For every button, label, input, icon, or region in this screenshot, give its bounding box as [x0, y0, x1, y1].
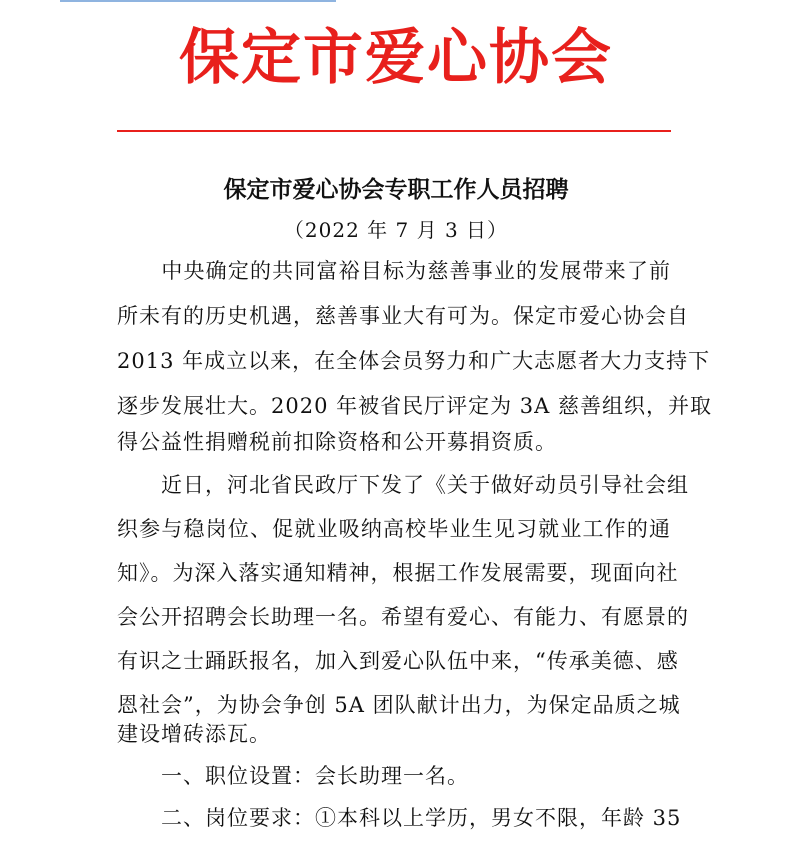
body-line: 有识之士踊跃报名，加入到爱心队伍中来，“传承美德、感 — [117, 649, 679, 673]
body-line: 得公益性捐赠税前扣除资格和公开募捐资质。 — [117, 430, 557, 454]
body-line: 织参与稳岗位、促就业吸纳高校毕业生见习就业工作的通 — [117, 517, 671, 541]
body-line: 一、职位设置：会长助理一名。 — [117, 764, 469, 788]
body-line: 二、岗位要求：①本科以上学历，男女不限，年龄 35 — [117, 806, 682, 830]
letterhead-red-rule — [117, 130, 671, 132]
body-line: 建设增砖添瓦。 — [117, 722, 271, 746]
body-line: 会公开招聘会长助理一名。希望有爱心、有能力、有愿景的 — [117, 605, 689, 629]
body-line: 所未有的历史机遇，慈善事业大有可为。保定市爱心协会自 — [117, 304, 689, 328]
body-line: 知》。为深入落实通知精神，根据工作发展需要，现面向社 — [117, 561, 679, 585]
body-line: 2013 年成立以来，在全体会员努力和广大志愿者大力支持下 — [117, 349, 711, 373]
body-line: 恩社会”，为协会争创 5A 团队献计出力，为保定品质之城 — [117, 693, 681, 717]
document-date: （2022 年 7 月 3 日） — [283, 218, 509, 242]
body-line: 近日，河北省民政厅下发了《关于做好动员引导社会组 — [117, 473, 689, 497]
org-letterhead-title: 保定市爱心协会 — [179, 23, 613, 93]
body-line: 中央确定的共同富裕目标为慈善事业的发展带来了前 — [117, 259, 671, 283]
top-edge-line — [60, 0, 336, 2]
document-title: 保定市爱心协会专职工作人员招聘 — [223, 176, 569, 203]
body-line: 逐步发展壮大。2020 年被省民厅评定为 3A 慈善组织，并取 — [117, 394, 712, 418]
